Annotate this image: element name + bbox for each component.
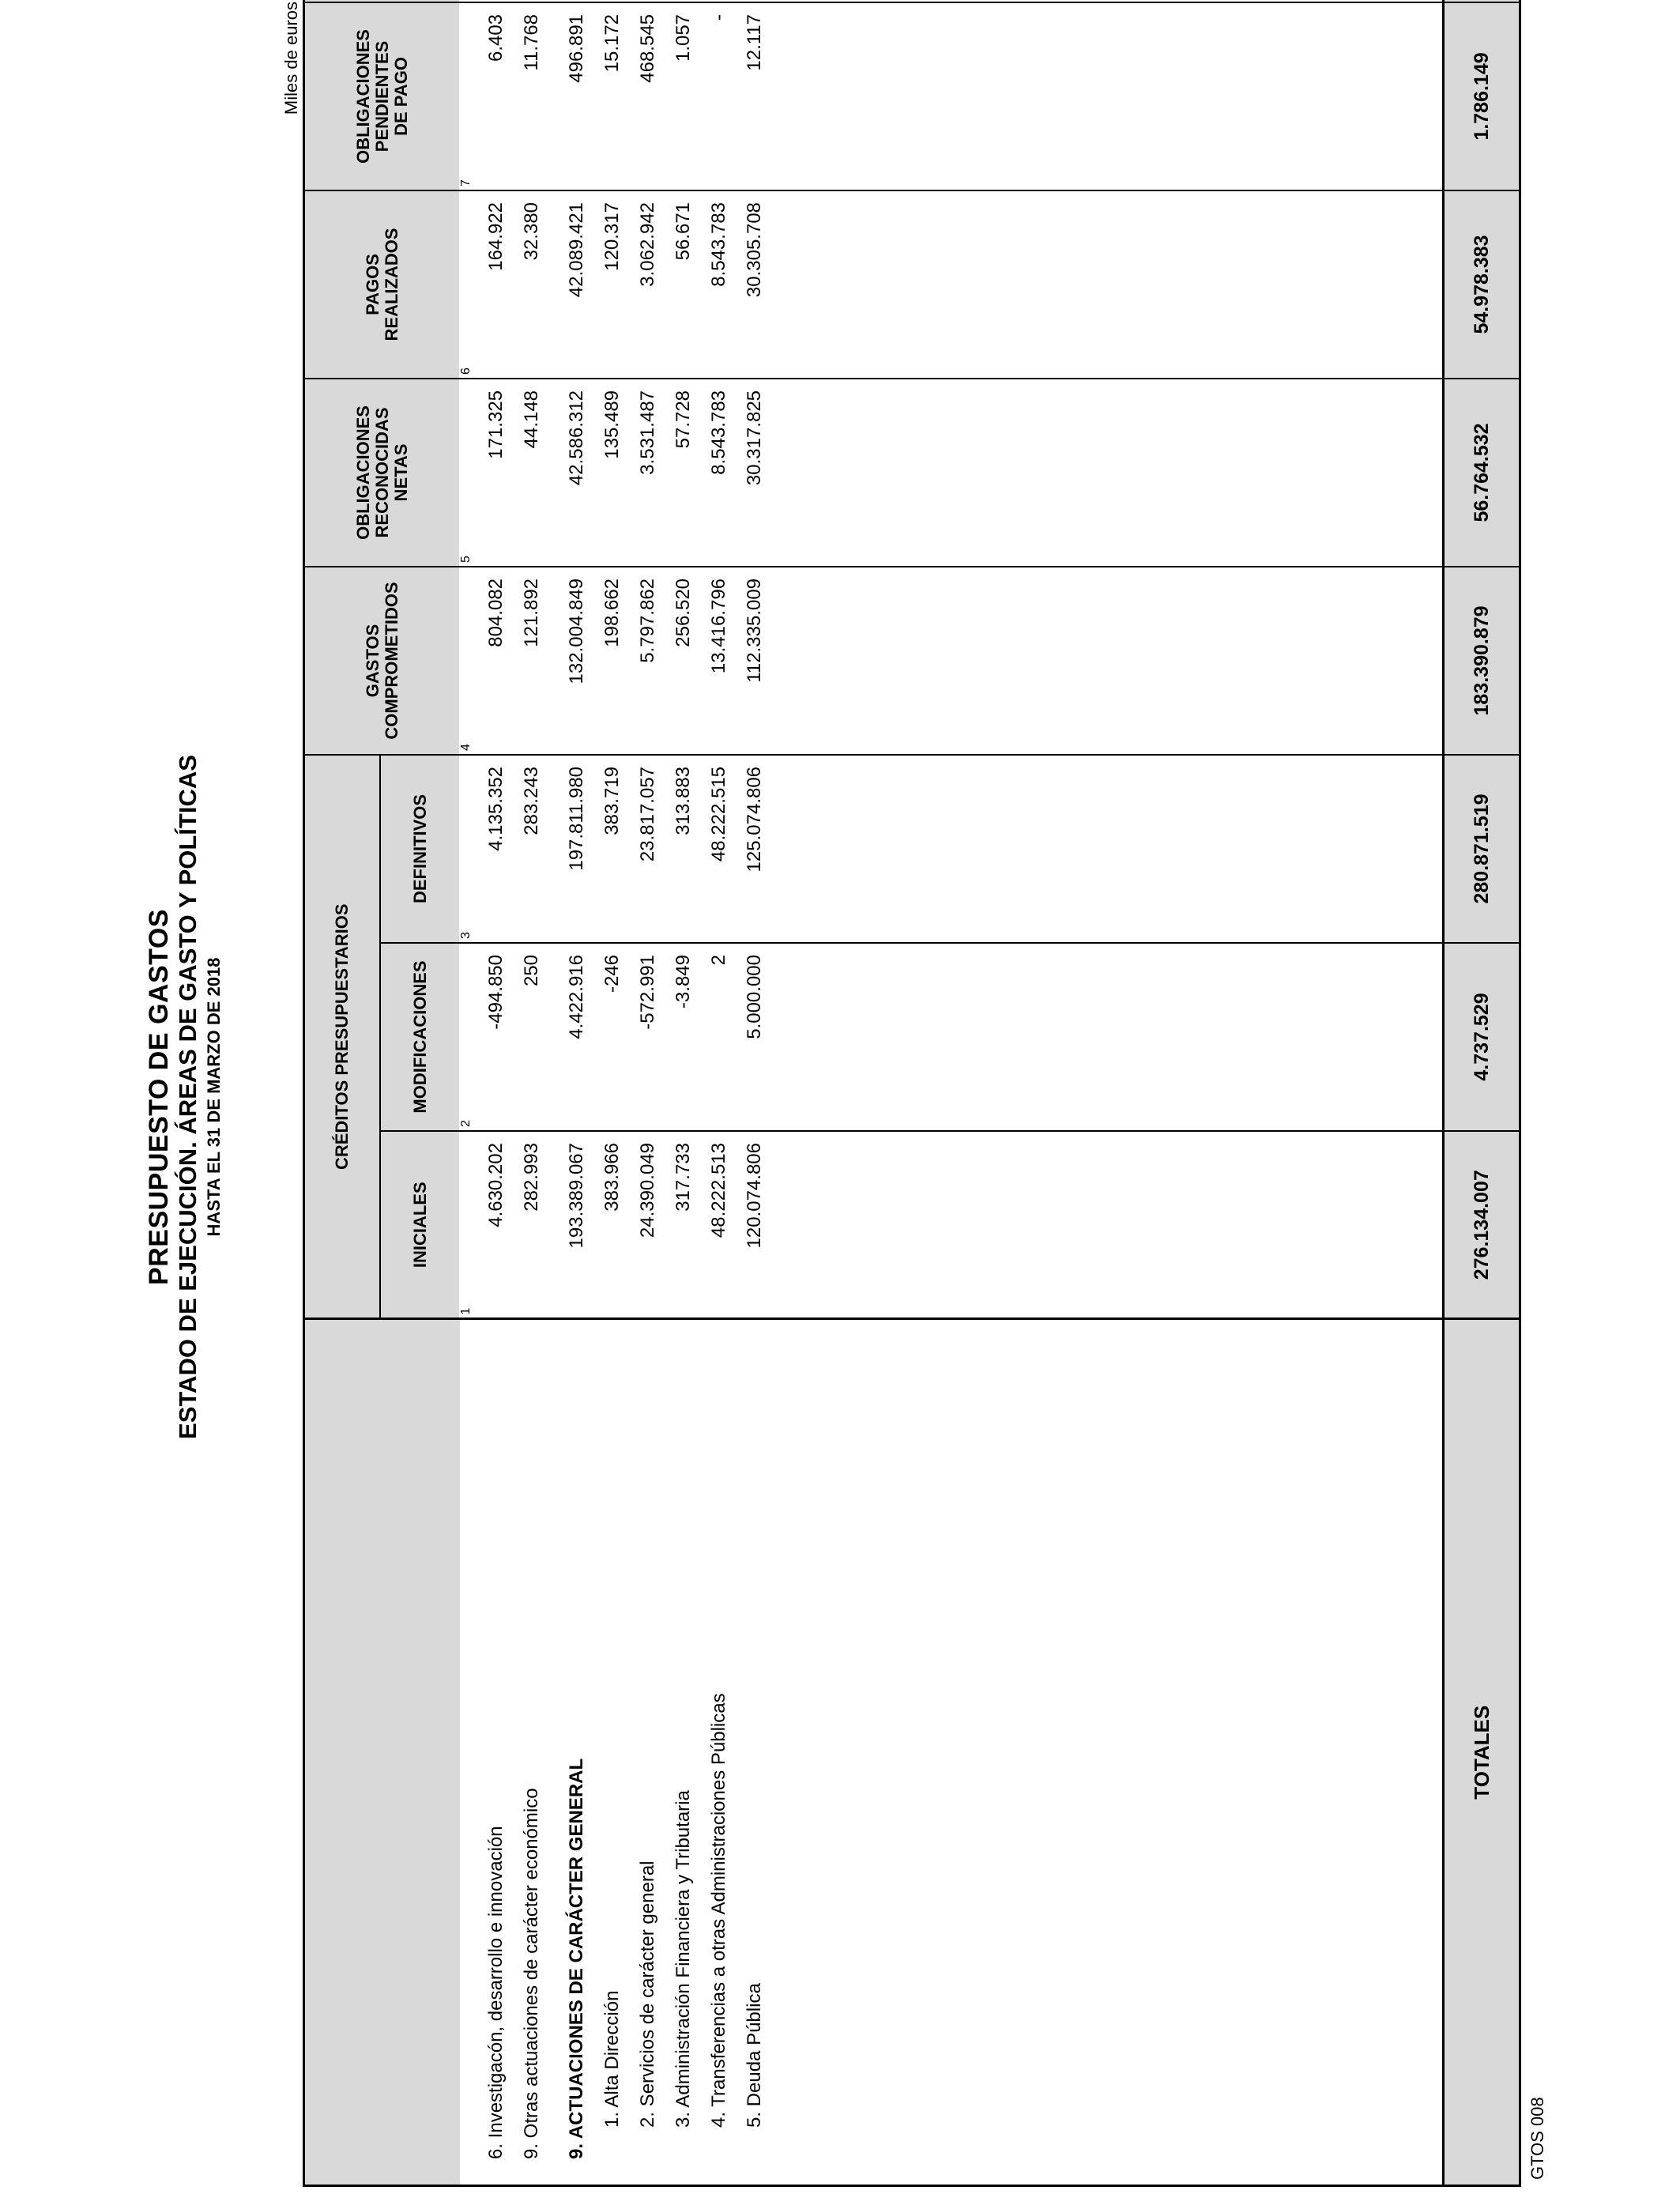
totals-label: TOTALES <box>1444 1319 1520 2185</box>
cell-iniciales: 4.630.202 <box>479 1131 514 1319</box>
column-number: 2 <box>459 943 479 1131</box>
cell-pagos-realizados: 56.671 <box>666 190 702 379</box>
column-number: 3 <box>459 755 479 943</box>
units-label: Miles de euros <box>281 2 301 115</box>
cell-definitivos: 4.135.352 <box>479 755 514 943</box>
cell-obligaciones-reconocidas: 30.317.825 <box>737 379 773 567</box>
cell-obligaciones-pendientes: 11.768 <box>514 2 550 190</box>
cell-gastos-comprometidos: 256.520 <box>666 567 702 755</box>
header-pagos-realizados: PAGOS REALIZADOS <box>305 190 459 379</box>
cell-remanentes <box>595 0 631 2</box>
cell-modificaciones: -3.849 <box>666 943 702 1131</box>
cell-definitivos: 197.811.980 <box>559 755 595 943</box>
row-label: 1. Alta Dirección <box>601 1990 623 2128</box>
row-label: 6. Investigacón, desarrollo e innovación <box>485 1826 507 2159</box>
table-row <box>595 0 631 2185</box>
total-modificaciones: 4.737.529 <box>1444 943 1520 1131</box>
table-row <box>631 0 666 2185</box>
budget-table <box>305 0 1519 2185</box>
column-number: 5 <box>459 379 479 567</box>
cell-modificaciones: 4.422.916 <box>559 943 595 1131</box>
cell-modificaciones: -246 <box>595 943 631 1131</box>
table-row <box>479 0 514 2185</box>
cell-iniciales: 120.074.806 <box>737 1131 773 1319</box>
cell-obligaciones-pendientes: 15.172 <box>595 2 631 190</box>
cell-modificaciones: 5.000.000 <box>737 943 773 1131</box>
footer-code: GTOS 008 <box>1527 2097 1547 2180</box>
table-row <box>737 0 773 2185</box>
row-label: 5. Deuda Pública <box>744 1983 765 2128</box>
cell-obligaciones-pendientes: 6.403 <box>479 2 514 190</box>
cell-pagos-realizados: 30.305.708 <box>737 190 773 379</box>
cell-pagos-realizados: 164.922 <box>479 190 514 379</box>
cell-obligaciones-reconocidas: 57.728 <box>666 379 702 567</box>
row-label: 9. Otras actuaciones de carácter económico <box>521 1788 542 2159</box>
table-row <box>702 0 737 2185</box>
cell-pagos-realizados: 3.062.942 <box>631 190 666 379</box>
cell-obligaciones-reconocidas: 135.489 <box>595 379 631 567</box>
row-label: 4. Transferencias a otras Administraciones Públicas <box>708 1693 729 2128</box>
cell-iniciales: 193.389.067 <box>559 1131 595 1319</box>
table-row <box>514 0 550 2185</box>
cell-iniciales: 317.733 <box>666 1131 702 1319</box>
row-label: 3. Administración Financiera y Tributaria <box>672 1790 694 2128</box>
cell-remanentes <box>559 0 595 2</box>
cell-obligaciones-pendientes: - <box>702 2 737 190</box>
cell-pagos-realizados: 120.317 <box>595 190 631 379</box>
cell-modificaciones: 2 <box>702 943 737 1131</box>
header-creditos-presupuestarios: CRÉDITOS PRESUPUESTARIOS <box>305 755 380 1319</box>
total-obligaciones-pendientes: 1.786.149 <box>1444 2 1520 190</box>
header-obligaciones-pendientes: OBLIGACIONES PENDIENTES DE PAGO <box>305 2 459 190</box>
filler-row <box>773 0 1444 2185</box>
cell-obligaciones-pendientes: 468.545 <box>631 2 666 190</box>
table-row-section <box>559 0 595 2185</box>
cell-definitivos: 48.222.515 <box>702 755 737 943</box>
column-number: 6 <box>459 190 479 379</box>
cell-obligaciones-reconocidas: 3.531.487 <box>631 379 666 567</box>
cell-gastos-comprometidos: 804.082 <box>479 567 514 755</box>
total-obligaciones-reconocidas: 56.764.532 <box>1444 379 1520 567</box>
cell-pagos-realizados: 42.089.421 <box>559 190 595 379</box>
cell-modificaciones: -494.850 <box>479 943 514 1131</box>
cell-remanentes <box>479 0 514 2</box>
cell-obligaciones-reconocidas: 42.586.312 <box>559 379 595 567</box>
cell-gastos-comprometidos: 5.797.862 <box>631 567 666 755</box>
cell-obligaciones-reconocidas: 171.325 <box>479 379 514 567</box>
cell-iniciales: 282.993 <box>514 1131 550 1319</box>
header-gastos-comprometidos: GASTOS COMPROMETIDOS <box>305 567 459 755</box>
cell-obligaciones-reconocidas: 44.148 <box>514 379 550 567</box>
cell-remanentes <box>737 0 773 2</box>
row-label: 2. Servicios de carácter general <box>637 1860 658 2128</box>
cell-definitivos: 313.883 <box>666 755 702 943</box>
totals-row <box>1444 0 1520 2185</box>
header-obligaciones-reconocidas: OBLIGACIONES RECONOCIDAS NETAS <box>305 379 459 567</box>
total-pagos-realizados: 54.978.383 <box>1444 190 1520 379</box>
spacer-row <box>550 0 559 2185</box>
column-number: 7 <box>459 2 479 190</box>
cell-remanentes <box>702 0 737 2</box>
row-label: 9. ACTUACIONES DE CARÁCTER GENERAL <box>566 1758 587 2159</box>
cell-obligaciones-pendientes: 12.117 <box>737 2 773 190</box>
cell-definitivos: 23.817.057 <box>631 755 666 943</box>
cell-pagos-realizados: 32.380 <box>514 190 550 379</box>
cell-definitivos: 283.243 <box>514 755 550 943</box>
report-subtitle: ESTADO DE EJECUCIÓN. ÁREAS DE GASTO Y POLÍTICAS <box>174 755 202 1439</box>
report-title: PRESUPUESTO DE GASTOS <box>144 909 174 1285</box>
cell-gastos-comprometidos: 112.335.009 <box>737 567 773 755</box>
cell-definitivos: 125.074.806 <box>737 755 773 943</box>
cell-obligaciones-pendientes: 496.891 <box>559 2 595 190</box>
cell-remanentes <box>666 0 702 2</box>
cell-iniciales: 48.222.513 <box>702 1131 737 1319</box>
header-definitivos: DEFINITIVOS <box>380 755 459 943</box>
cell-definitivos: 383.719 <box>595 755 631 943</box>
column-number <box>459 0 479 2</box>
cell-modificaciones: -572.991 <box>631 943 666 1131</box>
header-area <box>305 1319 459 2185</box>
report-date: HASTA EL 31 DE MARZO DE 2018 <box>204 957 224 1237</box>
cell-modificaciones: 250 <box>514 943 550 1131</box>
cell-pagos-realizados: 8.543.783 <box>702 190 737 379</box>
total-iniciales: 276.134.007 <box>1444 1131 1520 1319</box>
cell-obligaciones-pendientes: 1.057 <box>666 2 702 190</box>
cell-remanentes <box>514 0 550 2</box>
cell-obligaciones-reconocidas: 8.543.783 <box>702 379 737 567</box>
header-modificaciones: MODIFICACIONES <box>380 943 459 1131</box>
column-number: 1 <box>459 1131 479 1319</box>
total-definitivos: 280.871.519 <box>1444 755 1520 943</box>
cell-remanentes <box>631 0 666 2</box>
cell-gastos-comprometidos: 121.892 <box>514 567 550 755</box>
column-number: 4 <box>459 567 479 755</box>
cell-gastos-comprometidos: 132.004.849 <box>559 567 595 755</box>
column-number-row <box>459 0 479 2185</box>
table-row <box>666 0 702 2185</box>
header-iniciales: INICIALES <box>380 1131 459 1319</box>
total-gastos-comprometidos: 183.390.879 <box>1444 567 1520 755</box>
cell-iniciales: 383.966 <box>595 1131 631 1319</box>
total-remanentes <box>1444 0 1520 2</box>
cell-iniciales: 24.390.049 <box>631 1131 666 1319</box>
header-remanentes <box>305 0 459 2</box>
cell-gastos-comprometidos: 13.416.796 <box>702 567 737 755</box>
cell-gastos-comprometidos: 198.662 <box>595 567 631 755</box>
